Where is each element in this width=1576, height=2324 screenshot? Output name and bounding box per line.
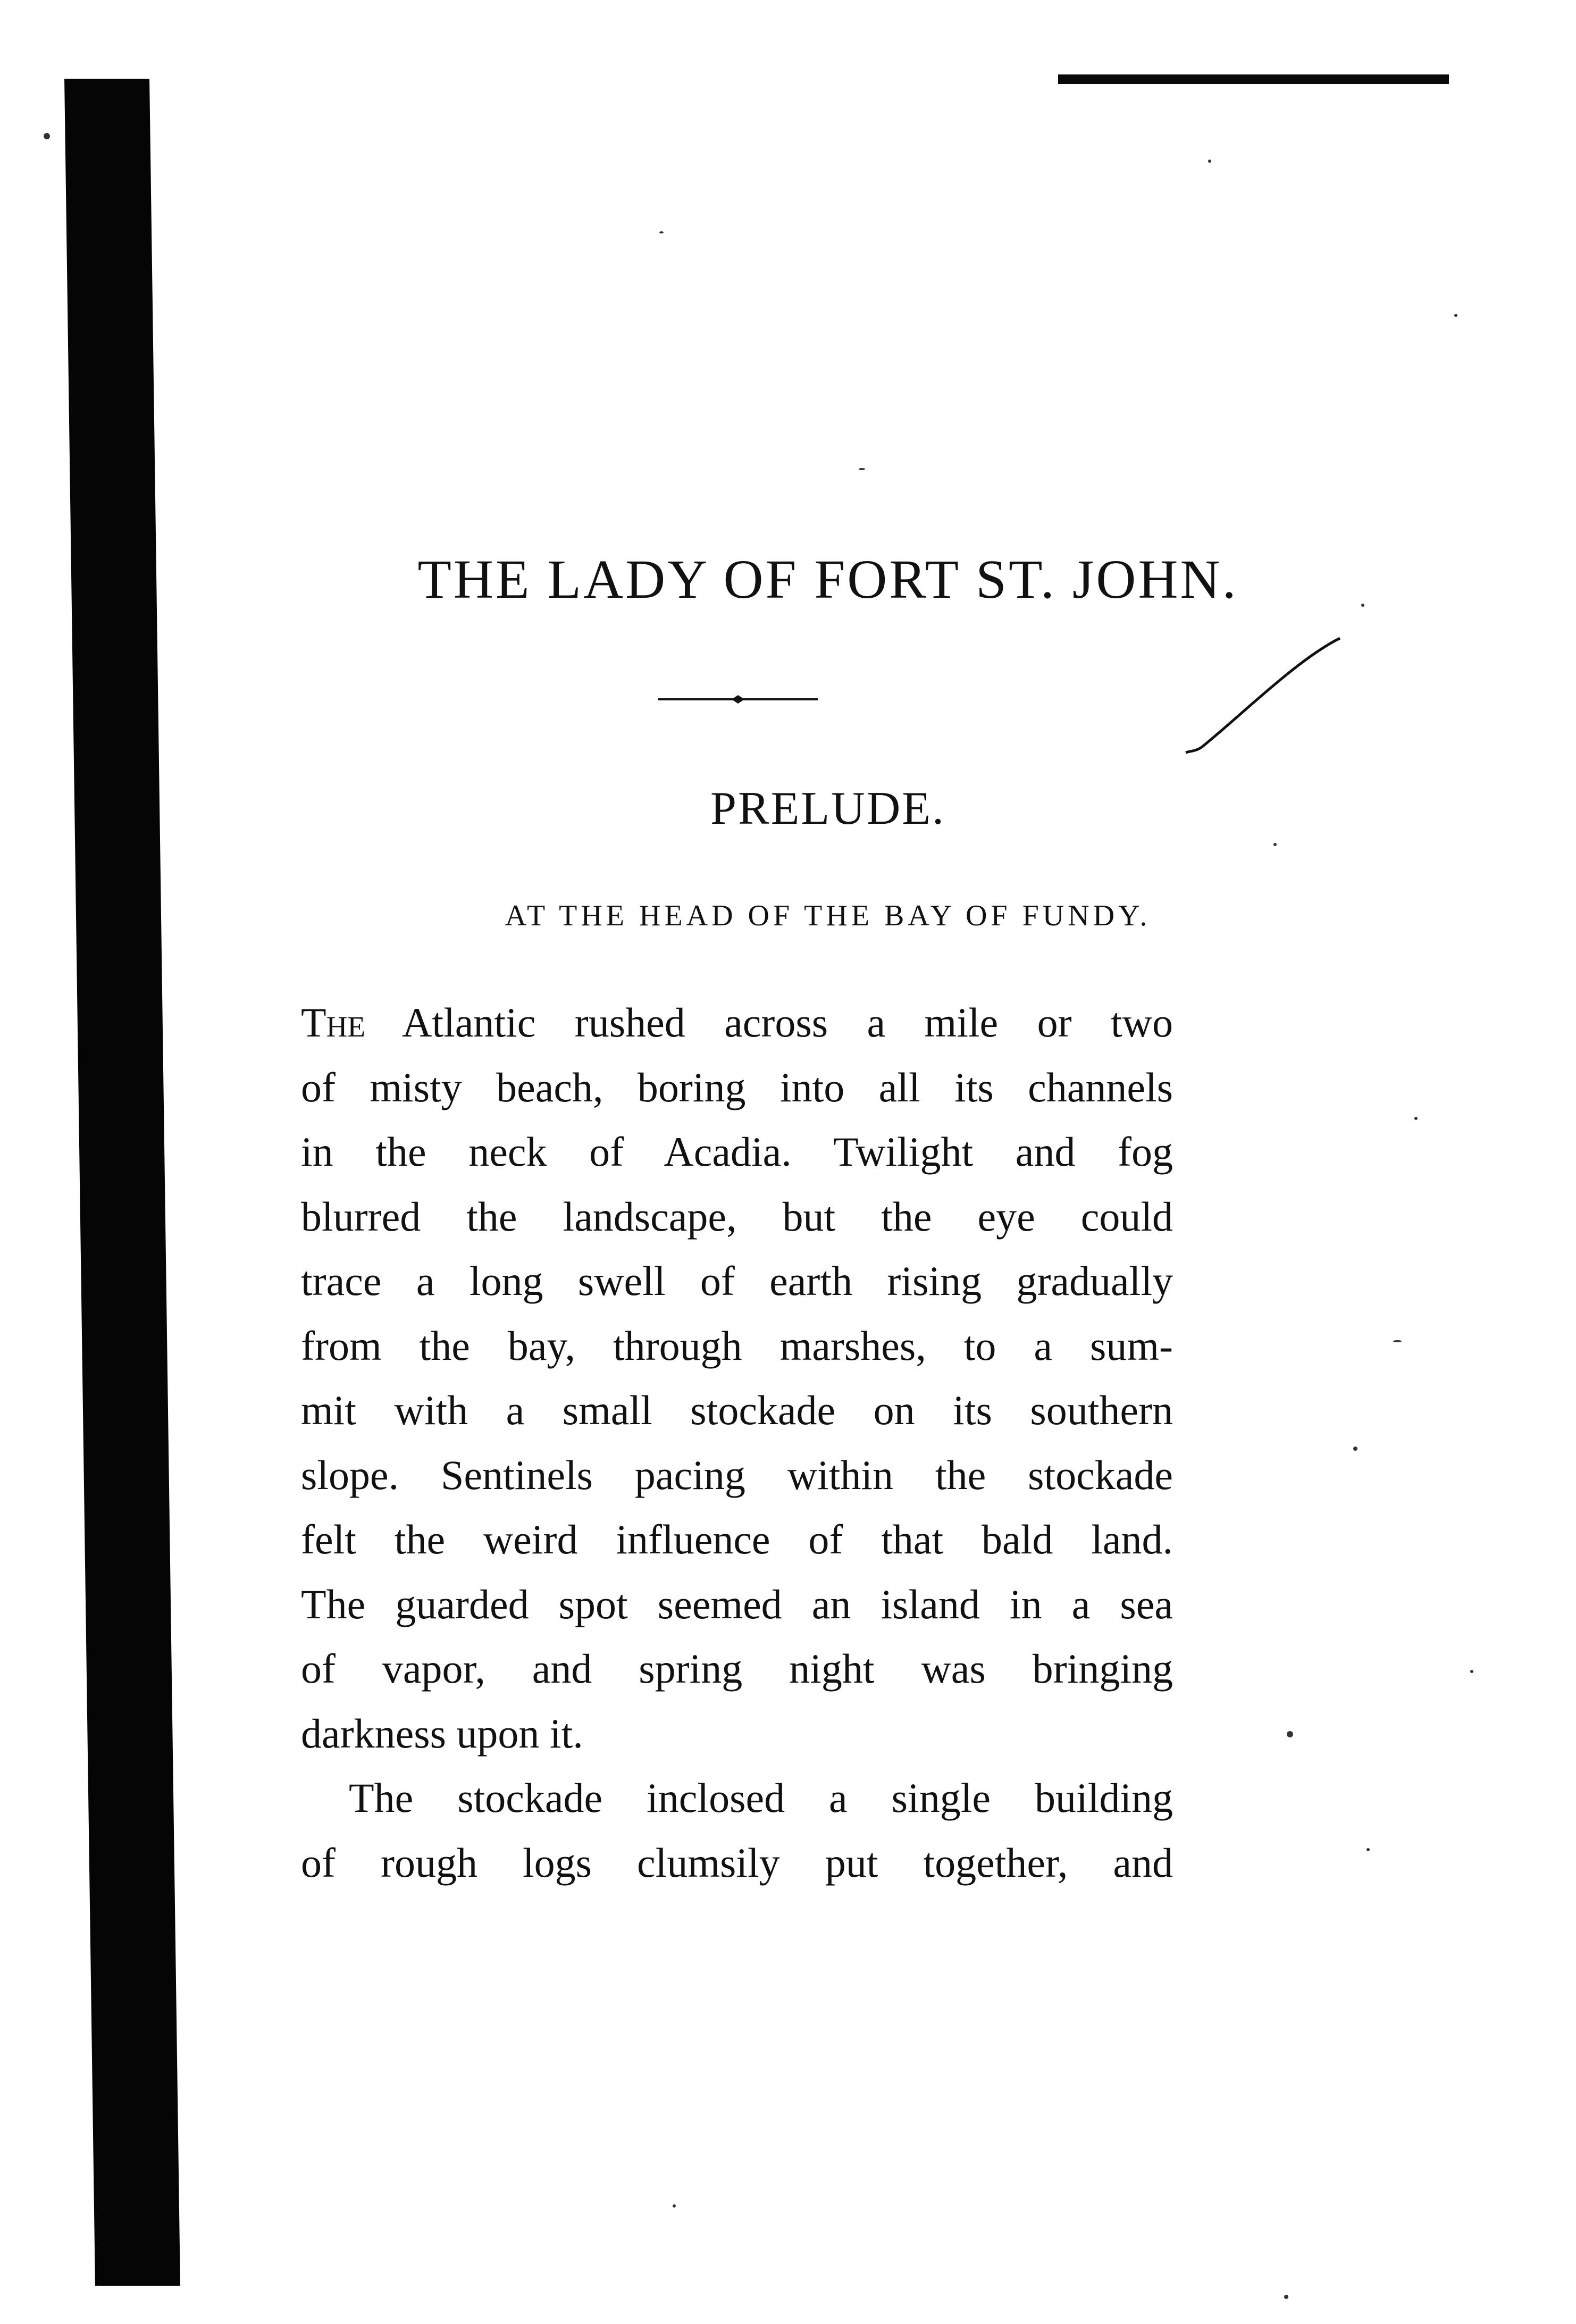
drop-word: The [301,999,365,1046]
section-subtitle: AT THE HEAD OF THE BAY OF FUNDY. [505,899,1151,932]
scan-speck [859,468,865,470]
scan-speck [1287,1731,1293,1737]
scan-speck [1284,2295,1288,2299]
text-line: felt the weird influence of that bald land. [301,1516,1173,1562]
ornament-divider [658,694,818,705]
scan-speck [1273,843,1277,846]
text-line: in the neck of Acadia. Twilight and fog [301,1128,1173,1175]
scan-speck [1361,604,1364,607]
scan-speck [1353,1447,1357,1451]
top-rule-mark [1058,74,1449,84]
scan-speck [1393,1340,1402,1342]
text-line: blurred the landscape, but the eye could [301,1193,1173,1240]
section-title: PRELUDE. [710,783,945,834]
text-line: trace a long swell of earth rising gradually [301,1258,1173,1304]
scan-speck [659,231,664,233]
text-line [301,990,1173,1055]
text-line: darkness upon it. [301,1710,583,1757]
book-title: THE LADY OF FORT ST. JOHN. [417,549,1238,610]
pen-stroke-mark [1180,633,1351,760]
scan-speck [1470,1670,1473,1673]
text-line: of misty beach, boring into all its channels [301,1064,1173,1110]
text-line: slope. Sentinels pacing within the stockade [301,1451,1173,1498]
scan-speck [44,133,50,139]
scan-speck [1208,160,1211,163]
scan-speck [1454,314,1457,317]
scan-speck [1367,1848,1370,1851]
text-line: The stockade inclosed a single building [349,1775,1173,1821]
text-line-content: Atlantic rushed across a mile or two [365,999,1173,1046]
scan-speck [1414,1117,1418,1120]
text-line: from the bay, through marshes, to a sum- [301,1322,1173,1369]
text-line: The guarded spot seemed an island in a sea [301,1581,1173,1627]
text-line: mit with a small stockade on its southern [301,1387,1173,1433]
body-text [301,990,1173,1895]
binding-edge-shadow [64,79,180,2286]
scan-speck [673,2204,676,2208]
text-line: of vapor, and spring night was bringing [301,1645,1173,1692]
text-line: of rough logs clumsily put together, and [301,1839,1173,1886]
